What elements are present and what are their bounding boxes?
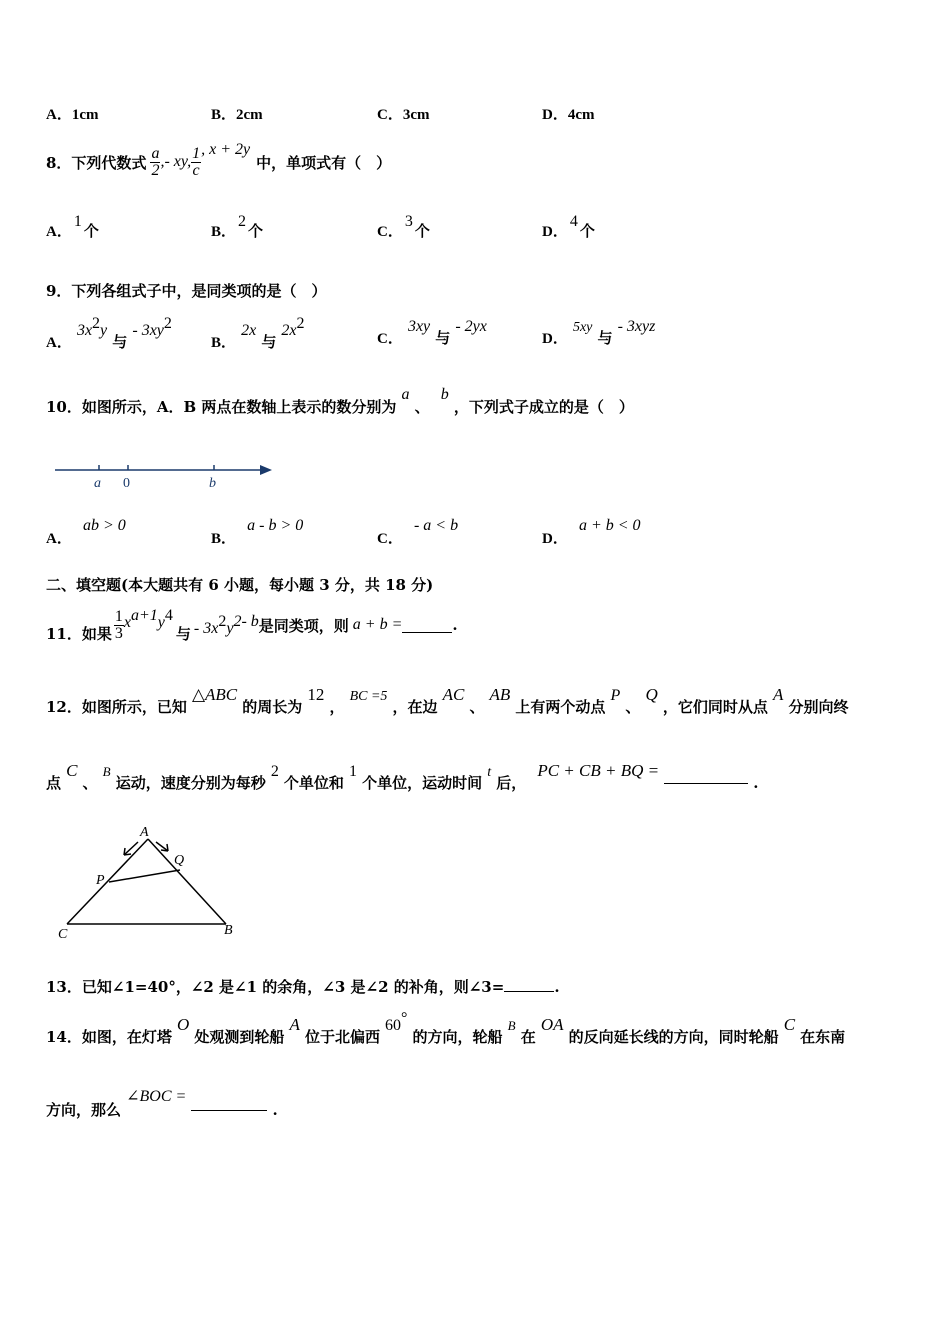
q8-expr-mid: ,- xy, [160,153,192,170]
side-ac [67,839,148,924]
q8-f2-den: c [192,161,200,179]
q8-option-c [377,213,430,241]
q12-point-a: A [773,685,784,704]
q12-line2 [46,757,759,792]
q14-a: 14．如图，在灯塔 [46,1028,172,1046]
q9-connector: 与 [112,333,128,351]
q7-option-a: A．1cm [46,107,99,123]
q9b-left: 2x [241,322,257,339]
q11-fraction [114,609,124,642]
q8-option-letter: D． [542,224,568,240]
q8-option-num: 2 [238,213,247,230]
q9c-left: 3xy [407,318,431,335]
q11 [46,600,458,650]
q12-sep: 、 [82,774,98,792]
q9a-left-sup: 2 [92,315,101,332]
q9c-right: - 2yx [455,318,487,335]
q10-option-letter: D． [542,531,568,547]
q12-point-c: C [66,761,78,780]
fig-label-c: C [58,927,68,942]
q12-sep: 、 [469,698,485,716]
axis-label-a: a [94,476,101,491]
q12-speed-2: 1 [349,763,358,780]
q10-option-letter: B． [211,531,237,547]
q14-point-b: B [507,1018,516,1033]
q12-ab: AB [489,685,511,704]
q12-point-q: Q [645,685,658,704]
q9a-left: 3x [76,322,93,339]
section-heading-fill-in: 二、填空题(本大题共有 6 小题，每小题 3 分，共 18 分) [46,576,434,594]
q14-h: 方向，那么 [46,1101,122,1119]
q14-point-a: A [289,1015,300,1034]
q8-option-unit: 个 [248,222,264,240]
q11-end: . [452,616,458,634]
q12-p3: 上有两个动点 [515,698,606,716]
q10-option-a [46,514,126,547]
triangle-figure [52,822,252,942]
side-ab [148,839,226,924]
q9b-right: 2x [281,322,297,339]
q8-stem-suffix: 中，单项式有（ ） [256,153,392,172]
q11-term1-sup: a+1 [130,606,158,624]
q8-expr-tail: , x + 2y [201,141,251,158]
q9d-right: - 3xyz [617,318,656,335]
q12-point-p: P [610,687,621,704]
q11-suffix: 是同类项，则 [258,616,349,635]
q14-e: 在 [520,1028,536,1046]
q9-option-d [542,315,656,347]
q10-sep: 、 [414,398,430,416]
q12-speed-1: 2 [270,763,279,780]
q8-option-letter: C． [377,224,403,240]
q9-connector: 与 [435,329,451,347]
q12-l2-c: 个单位和 [283,774,344,792]
q12-perimeter: 12 [307,685,325,704]
q11-term2b-sup: 2- b [233,612,259,630]
q9b-right-sup: 2 [296,315,305,332]
q14-f: 的反向延长线的方向，同时轮船 [568,1028,779,1046]
fig-label-b: B [224,923,233,938]
q11-term1: x [123,613,131,631]
q12-p1: 的周长为 [242,698,303,716]
q14-d: 的方向，轮船 [412,1028,503,1046]
q8-option-num: 1 [73,213,82,230]
axis-label-b: b [209,476,216,491]
q10-stem [46,383,634,416]
q11-term2-sup: 2 [218,612,227,630]
segment-pq [109,870,180,882]
fig-label-a: A [140,825,149,840]
q7-option-c: C．3cm [377,107,430,123]
q12-prefix: 12．如图所示，已知 [46,698,187,716]
q14-c: 位于北偏西 [304,1028,380,1046]
q9-option-b [211,315,305,351]
q8-stem [46,137,391,187]
q12-comma: ， [329,698,345,716]
q12-expr: PC + CB + BQ = [537,761,660,780]
q10-option-expr: ab > 0 [82,517,126,534]
q8-fraction-1-over-c [191,146,201,179]
q11-mid: 与 [175,624,191,643]
q10-option-d [542,514,641,547]
q14-expr: ∠BOC = [126,1088,187,1105]
q12-l2-b: 运动，速度分别为每秒 [115,774,266,792]
q9a-left-tail: y [100,322,108,339]
q14-end: . [272,1101,278,1119]
axis-label-0: 0 [123,476,130,491]
q9a-right: - 3xy [132,322,164,339]
q13-answer-blank[interactable] [504,977,554,992]
q12-p2: ，在边 [392,698,438,716]
q9-option-c [377,315,487,347]
q14-point-c: C [783,1015,796,1034]
q12-ac: AC [442,685,465,704]
q8-f1-num: a [151,144,160,162]
q10-option-expr: - a < b [413,517,459,534]
q12-sep: 、 [625,698,641,716]
q8-stem-prefix: 8．下列代数式 [46,153,147,172]
q9d-left: 5xy [572,320,593,335]
q13-text: 13．已知∠1=40°，∠2 是∠1 的余角，∠3 是∠2 的补角，则∠3= [46,978,505,996]
q9-stem: 9．下列各组式子中，是同类项的是（ ） [46,282,327,300]
q11-expr: a + b = [352,616,403,633]
q10-option-c [377,514,459,547]
fig-label-p: P [96,873,105,888]
q14-g: 在东南 [800,1028,846,1046]
q10-option-b [211,514,304,547]
number-line-figure [50,455,280,495]
q10-stem-prefix: 10．如图所示，A．B 两点在数轴上表示的数分别为 [46,398,397,416]
q12-answer-blank[interactable] [664,765,748,784]
q12-p4: ，它们同时从点 [662,698,768,716]
q14-answer-blank[interactable] [191,1092,267,1111]
q12-end: . [753,774,759,792]
q10-stem-suffix: ，下列式子成立的是（ ） [453,398,634,416]
q8-option-a [46,213,99,241]
q13-end: . [554,978,560,996]
q12-l2-d: 个单位，运动时间 [362,774,483,792]
q8-option-unit: 个 [579,222,595,240]
q11-term1b: y [157,613,165,631]
q11-term2b: y [226,619,234,637]
q14-b: 处观测到轮船 [194,1028,285,1046]
q7-option-d: D．4cm [542,107,595,123]
q9a-right-sup: 2 [163,315,172,332]
q9-option-letter: A． [46,335,72,351]
q8-fraction-a-over-2 [150,146,160,179]
q8-option-b [211,213,264,241]
q8-option-unit: 个 [414,222,430,240]
q10-option-letter: C． [377,531,403,547]
q8-option-num: 4 [569,213,578,230]
q9-connector: 与 [261,333,277,351]
q11-prefix: 11．如果 [46,624,112,643]
q10-option-expr: a + b < 0 [578,517,641,534]
number-line-arrow-icon [260,465,272,475]
q14-degree: 60 [385,1017,402,1034]
q12-l2-a: 点 [46,774,62,792]
q8-option-d [542,213,595,241]
q10-option-letter: A． [46,531,72,547]
q8-f1-den: 2 [151,161,160,179]
q14-degree-sup: ° [401,1010,408,1027]
q9-option-letter: B． [211,335,237,351]
q9-connector: 与 [597,329,613,347]
q12-triangle: △ABC [191,685,238,704]
q14-point-o: O [176,1015,190,1034]
q14-line2 [46,1082,278,1119]
q11-answer-blank[interactable] [402,618,452,633]
q11-frac-num: 1 [114,607,123,625]
q12-line1 [46,684,849,716]
q14-oa: OA [540,1015,564,1034]
q9-option-letter: D． [542,331,568,347]
q11-term2: - 3x [193,619,219,637]
q7-option-b: B．2cm [211,107,263,123]
q10-option-expr: a - b > 0 [247,517,304,534]
q12-bc: BC =5 [349,689,388,704]
arrow-left-icon [124,842,138,855]
q9-option-a [46,315,172,351]
q8-option-unit: 个 [83,222,99,240]
fig-label-q: Q [174,853,185,868]
q12-p5: 分别向终 [788,698,849,716]
q13 [46,976,560,997]
q10-var-a: a [401,386,410,403]
q12-point-b: B [102,764,111,779]
q14-line1 [46,1010,846,1046]
q8-option-letter: B． [211,224,237,240]
q11-frac-den: 3 [114,624,123,642]
q8-option-num: 3 [404,213,413,230]
q12-time-t: t [487,765,492,780]
q11-term1b-sup: 4 [164,606,173,624]
q10-var-b: b [440,386,449,403]
q8-option-letter: A． [46,224,72,240]
q12-l2-e: 后， [496,774,527,792]
q8-f2-num: 1 [192,144,201,162]
q9-option-letter: C． [377,331,403,347]
